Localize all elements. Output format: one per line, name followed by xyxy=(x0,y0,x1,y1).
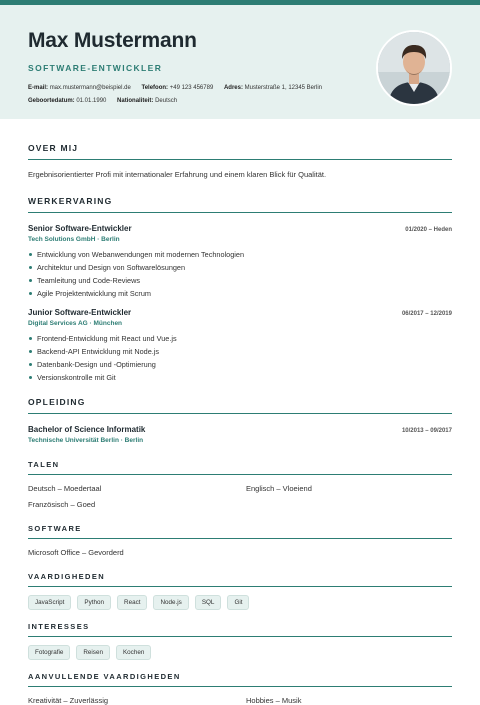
job-role: SOFTWARE-ENTWICKLER xyxy=(28,63,163,73)
bullet-dot-icon xyxy=(29,363,32,366)
job-bullets xyxy=(28,332,452,384)
bullet-dot-icon xyxy=(29,292,32,295)
bullet-dot-icon xyxy=(29,279,32,282)
bullet-item: Backend-API Entwicklung mit Node.js xyxy=(28,345,452,358)
education-date: 10/2013 – 09/2017 xyxy=(401,428,452,434)
job-company: Tech Solutions GmbH · Berlin xyxy=(28,236,120,243)
bullet-dot-icon xyxy=(29,253,32,256)
interest-tag: Kochen xyxy=(116,645,151,660)
job-entry xyxy=(28,308,452,384)
job-entry xyxy=(28,224,452,300)
additional-skills-title: AANVULLENDE VAARDIGHEDEN xyxy=(28,672,452,687)
job-bullets xyxy=(28,248,452,300)
nationality-value: Deutsch xyxy=(155,98,178,104)
contact-line xyxy=(28,85,331,91)
nationality-label: Nationaliteit: xyxy=(117,98,154,104)
skill-tag: Git xyxy=(227,595,249,610)
job-company: Digital Services AG · München xyxy=(28,320,123,327)
bullet-item: Frontend-Entwicklung mit React und Vue.js xyxy=(28,332,452,345)
birth-label: Geboortedatum: xyxy=(28,98,75,104)
skills-title: VAARDIGHEDEN xyxy=(28,572,452,587)
language-item: Englisch – Vloeiend xyxy=(246,484,312,493)
phone-value: +49 123 456789 xyxy=(169,85,214,91)
email-label: E-mail: xyxy=(28,85,49,91)
languages-title: TALEN xyxy=(28,460,452,475)
bullet-dot-icon xyxy=(29,266,32,269)
summary-title: OVER MIJ xyxy=(28,143,452,160)
candidate-name: Max Mustermann xyxy=(28,29,197,52)
languages-section xyxy=(28,460,452,509)
bullet-item: Agile Projektentwicklung mit Scrum xyxy=(28,287,452,300)
skills-section xyxy=(28,572,452,610)
language-item: Französisch – Goed xyxy=(28,500,96,509)
address-value: Musterstraße 1, 12345 Berlin xyxy=(244,85,323,91)
bullet-item: Versionskontrolle mit Git xyxy=(28,371,452,384)
bullet-item: Teamleitung und Code-Reviews xyxy=(28,274,452,287)
skill-tag: Python xyxy=(77,595,111,610)
additional-skill-item: Kreativität – Zuverlässig xyxy=(28,696,109,705)
software-title: SOFTWARE xyxy=(28,524,452,539)
bullet-dot-icon xyxy=(29,376,32,379)
job-title: Senior Software-Entwickler xyxy=(28,224,132,233)
job-date: 06/2017 – 12/2019 xyxy=(401,311,452,317)
bullet-item: Architektur und Design von Softwarelösungen xyxy=(28,261,452,274)
profile-photo xyxy=(376,30,452,106)
interests-title: INTERESSES xyxy=(28,622,452,637)
experience-section xyxy=(28,196,452,384)
additional-skill-item: Hobbies – Musik xyxy=(246,696,302,705)
email-value: max.mustermann@beispiel.de xyxy=(49,85,131,91)
experience-title: WERKERVARING xyxy=(28,196,452,213)
skill-tag: SQL xyxy=(195,595,222,610)
job-date: 01/2020 – Heden xyxy=(405,227,452,233)
bullet-dot-icon xyxy=(29,337,32,340)
personal-line xyxy=(28,98,186,104)
software-section xyxy=(28,524,452,557)
education-section xyxy=(28,397,452,444)
interest-tag: Fotografie xyxy=(28,645,70,660)
interest-tag: Reisen xyxy=(76,645,110,660)
bullet-item: Datenbank-Design und -Optimierung xyxy=(28,358,452,371)
software-item: Microsoft Office – Gevorderd xyxy=(28,548,124,557)
skill-tag: JavaScript xyxy=(28,595,71,610)
person-photo-icon xyxy=(378,32,450,104)
education-title: OPLEIDING xyxy=(28,397,452,414)
bullet-item: Entwicklung von Webanwendungen mit modernen Technologien xyxy=(28,248,452,261)
additional-skills-section xyxy=(28,672,452,705)
resume-header xyxy=(0,5,480,119)
language-item: Deutsch – Moedertaal xyxy=(28,484,102,493)
bullet-dot-icon xyxy=(29,350,32,353)
interests-section xyxy=(28,622,452,660)
school-name: Technische Universität Berlin · Berlin xyxy=(28,437,144,444)
summary-section xyxy=(28,143,452,179)
job-title: Junior Software-Entwickler xyxy=(28,308,132,317)
degree-title: Bachelor of Science Informatik xyxy=(28,425,146,434)
summary-text: Ergebnisorientierter Profi mit internationaler Erfahrung und einem klaren Blick für Qualität. xyxy=(28,170,327,179)
address-label: Adres: xyxy=(223,85,243,91)
phone-label: Telefoon: xyxy=(141,85,169,91)
skill-tag: React xyxy=(117,595,147,610)
skill-tag: Node.js xyxy=(153,595,188,610)
birth-value: 01.01.1990 xyxy=(76,98,107,104)
